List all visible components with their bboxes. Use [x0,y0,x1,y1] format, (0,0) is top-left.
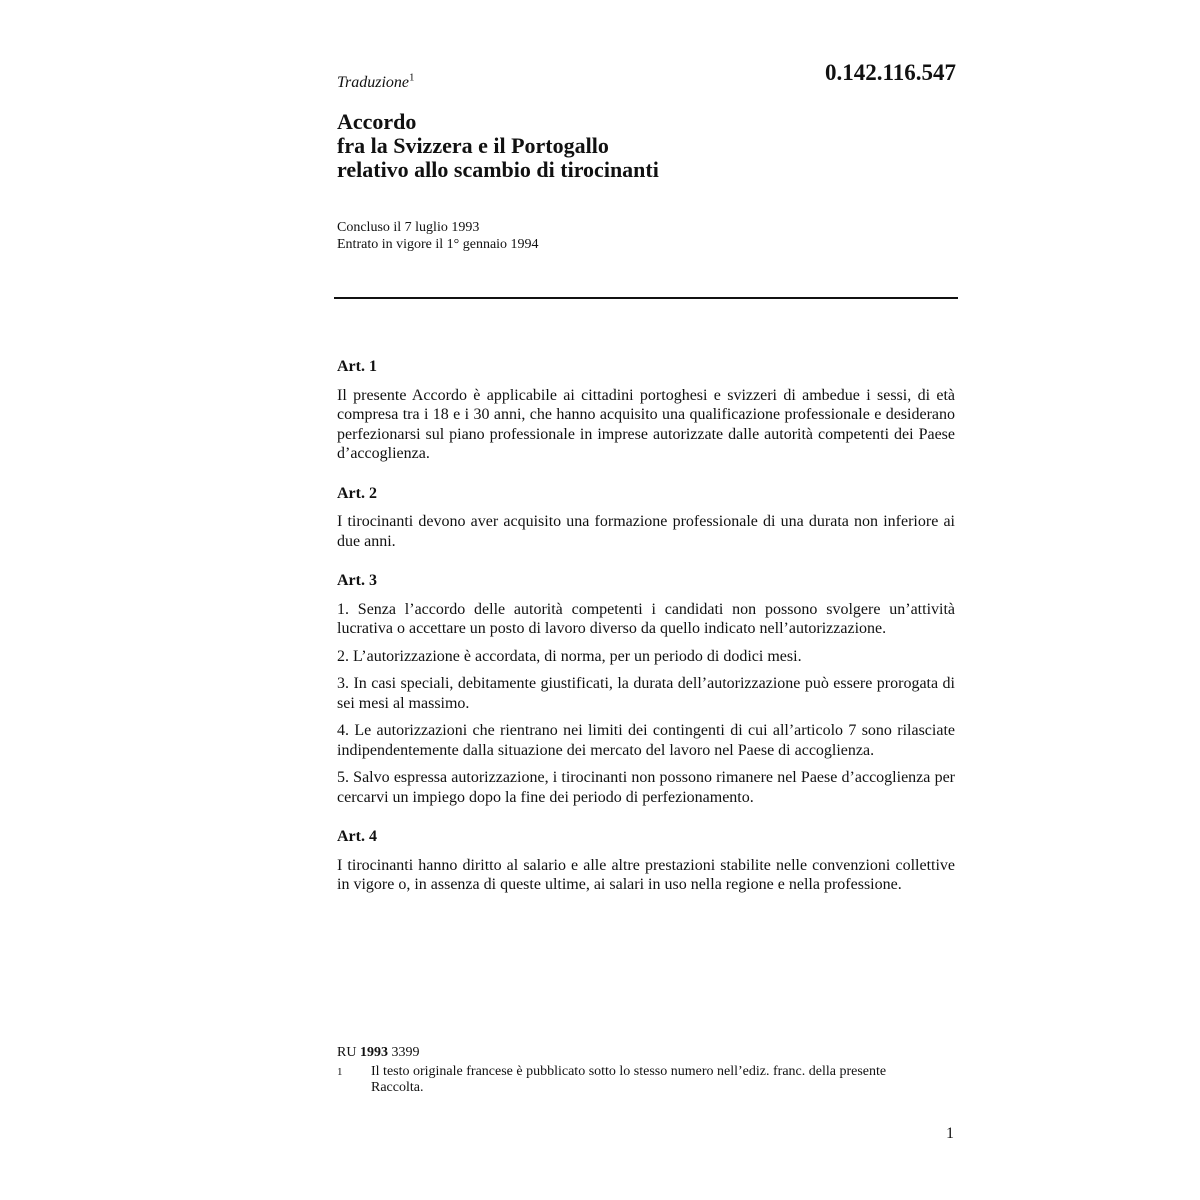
article-2 [337,484,955,552]
article-4 [337,827,955,895]
ru-citation [337,1045,419,1061]
article-heading: Art. 1 [337,358,377,375]
footnote [337,1064,937,1096]
article-paragraph: Il presente Accordo è applicabile ai cittadini portoghesi e svizzeri di ambedue i sessi, di età compresa tra i 18 e i 30 anni, che hanno acquisito una qualificazione professionale e desiderano perfezionarsi sul piano professionale in imprese autorizzate dalle autorità competenti dei Paese d’accoglienza. [337,386,955,462]
page-number: 1 [946,1125,954,1142]
article-paragraph: 1. Senza l’accordo delle autorità competenti i candidati non possono svolgere un’attività lucrativa o accettare un posto di lavoro diverso da quello indicato nell’autorizzazione. [337,600,955,637]
article-paragraph: 4. Le autorizzazioni che rientrano nei limiti dei contingenti di cui all’articolo 7 sono rilasciate indipendentemente dalla situazione dei mercato del lavoro nel Paese di accoglienza. [337,722,955,759]
article-paragraph: 2. L’autorizzazione è accordata, di norma, per un periodo di dodici mesi. [337,647,802,665]
article-paragraph: 5. Salvo espressa autorizzazione, i tirocinanti non possono rimanere nel Paese d’accoglienza per cercarvi un impiego dopo la fine dei periodo di perfezionamento. [337,769,955,806]
footnote-mark: 1 [337,1066,343,1078]
article-paragraph: I tirocinanti hanno diritto al salario e alle altre prestazioni stabilite nelle convenzioni collettive in vigore o, in assenza di queste ultime, ai salari in uso nella regione e nella professione. [337,856,955,893]
ru-year: 1993 [359,1045,388,1060]
reference-number: 0.142.116.547 [825,60,956,85]
translation-label [337,71,415,92]
dates-block [337,219,539,253]
title-line-1: Accordo [337,109,417,134]
title-line-3: relativo allo scambio di tirocinanti [337,157,659,182]
article-heading: Art. 2 [337,484,377,502]
entry-into-force-date: Entrato in vigore il 1° gennaio 1994 [337,237,539,252]
article-heading: Art. 3 [337,572,377,589]
articles-body [337,357,955,915]
ru-page: 3399 [391,1045,420,1060]
document-title [337,110,659,182]
article-3 [337,571,955,807]
header-divider [334,297,958,299]
footnote-text: Il testo originale francese è pubblicato sotto lo stesso numero nell’ediz. franc. della presente Raccolta. [371,1064,887,1095]
ru-prefix: RU [337,1045,357,1060]
article-paragraph: 3. In casi speciali, debitamente giustificati, la durata dell’autorizzazione può essere prorogata di sei mesi al massimo. [337,675,955,712]
article-heading: Art. 4 [337,828,377,845]
footnote-ref-marker: 1 [409,71,415,84]
title-line-2: fra la Svizzera e il Portogallo [337,133,609,158]
concluded-date: Concluso il 7 luglio 1993 [337,220,480,235]
article-1 [337,357,955,464]
translation-label-text: Traduzione [337,74,410,91]
article-paragraph: I tirocinanti devono aver acquisito una formazione professionale di una durata non inferiore ai due anni. [337,513,955,550]
